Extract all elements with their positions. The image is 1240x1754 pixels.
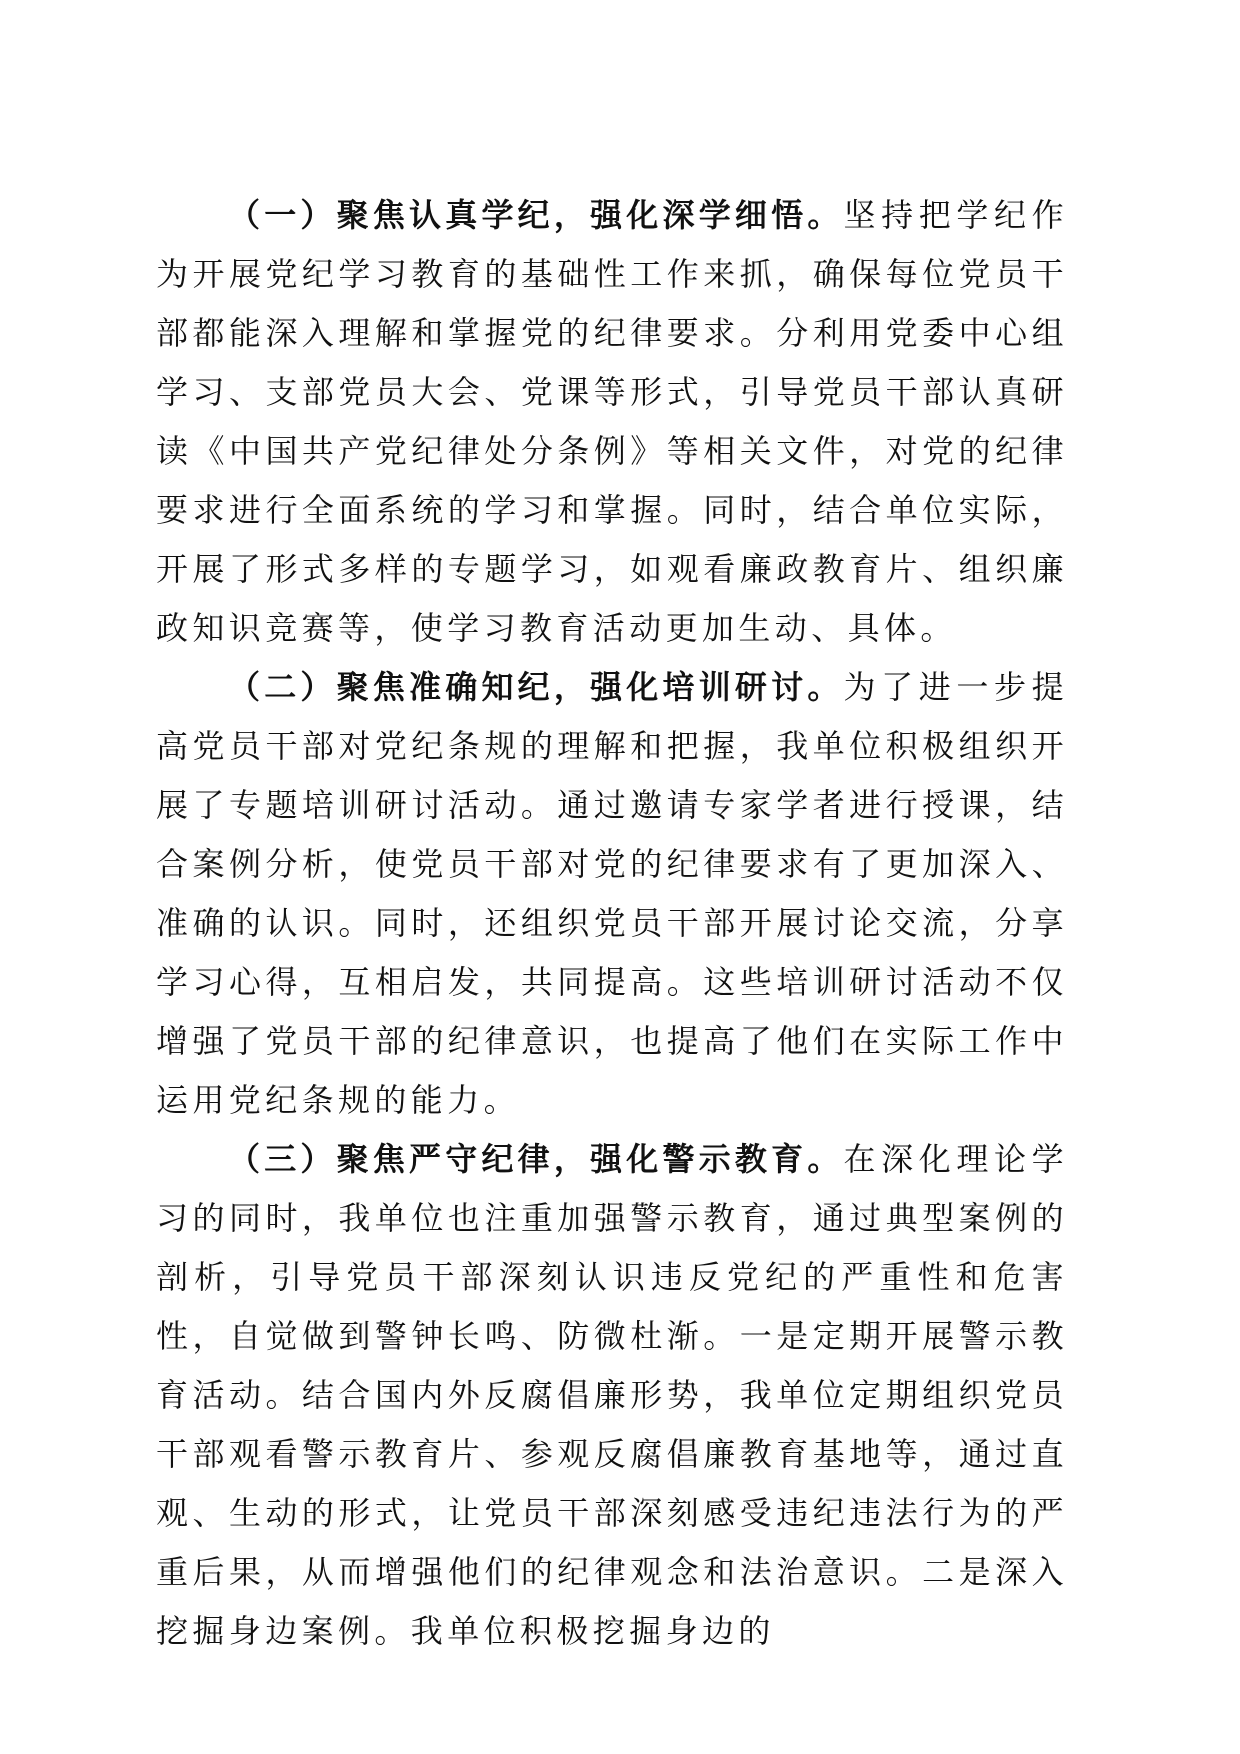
section-2-heading: （二）聚焦准确知纪，强化培训研讨。 xyxy=(228,668,844,706)
section-2-paragraph xyxy=(156,658,1068,1130)
section-1-body: 坚持把学纪作为开展党纪学习教育的基础性工作来抓，确保每位党员干部都能深入理解和掌握党的纪律要求。分利用党委中心组学习、支部党员大会、党课等形式，引导党员干部认真研读《中国共产党纪律处分条例》等相关文件，对党的纪律要求进行全面系统的学习和掌握。同时，结合单位实际，开展了形式多样的专题学习，如观看廉政教育片、组织廉政知识竞赛等，使学习教育活动更加生动、具体。 xyxy=(156,196,1068,647)
section-3-body: 在深化理论学习的同时，我单位也注重加强警示教育，通过典型案例的剖析，引导党员干部深刻认识违反党纪的严重性和危害性，自觉做到警钟长鸣、防微杜渐。一是定期开展警示教育活动。结合国内外反腐倡廉形势，我单位定期组织党员干部观看警示教育片、参观反腐倡廉教育基地等，通过直观、生动的形式，让党员干部深刻感受违纪违法行为的严重后果，从而增强他们的纪律观念和法治意识。二是深入挖掘身边案例。我单位积极挖掘身边的 xyxy=(156,1140,1068,1650)
section-3-paragraph xyxy=(156,1130,1068,1661)
section-1-paragraph xyxy=(156,186,1068,658)
section-2-body: 为了进一步提高党员干部对党纪条规的理解和把握，我单位积极组织开展了专题培训研讨活动。通过邀请专家学者进行授课，结合案例分析，使党员干部对党的纪律要求有了更加深入、准确的认识。同时，还组织党员干部开展讨论交流，分享学习心得，互相启发，共同提高。这些培训研讨活动不仅增强了党员干部的纪律意识，也提高了他们在实际工作中运用党纪条规的能力。 xyxy=(156,668,1068,1119)
document-body xyxy=(156,186,1068,1661)
section-3-heading: （三）聚焦严守纪律，强化警示教育。 xyxy=(228,1140,844,1178)
section-1-heading: （一）聚焦认真学纪，强化深学细悟。 xyxy=(228,196,844,234)
